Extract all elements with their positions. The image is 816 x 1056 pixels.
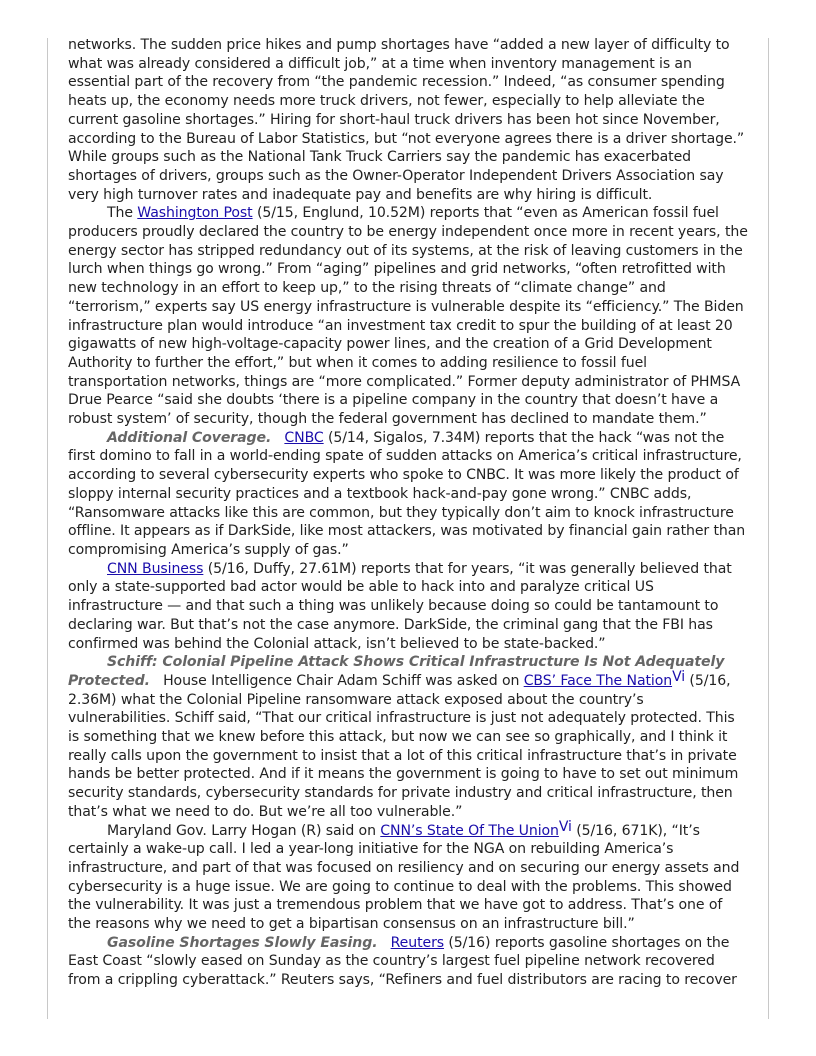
cnn-state-of-the-union-link[interactable]: CNN’s State Of The Union xyxy=(380,822,559,839)
video-indicator-icon[interactable]: Vi xyxy=(672,668,686,685)
video-indicator-icon[interactable]: Vi xyxy=(558,818,572,835)
paragraph-cnn-business xyxy=(68,560,748,654)
paragraph-text: (5/16) reports gasoline shortages on the East Coast “slowly eased on Sunday as the country’s largest fuel pipeline network recovered from a crippling cyberattack.” Reuters says, “Refiners and fuel distributors are racing to recover xyxy=(68,934,737,989)
paragraph-washington-post xyxy=(68,204,748,428)
washington-post-link[interactable]: Washington Post xyxy=(137,205,253,222)
paragraph-text: (5/16, Duffy, 27.61M) reports that for years, “it was generally believed that only a state-supported bad actor would be able to hack into and paralyze critical US infrastructure — and that such a thing was unlikely because doing so could be tantamount to declaring war. But that’s not the case anymore. DarkSide, the criminal gang that the FBI has confirmed was behind the Colonial attack, isn’t believed to be state-backed.” xyxy=(68,560,732,652)
section-heading-gasoline-shortages: Gasoline Shortages Slowly Easing. xyxy=(107,934,378,951)
paragraph-lead-text: House Intelligence Chair Adam Schiff was asked on xyxy=(163,672,524,689)
left-margin-rule xyxy=(47,38,48,1019)
reuters-link[interactable]: Reuters xyxy=(390,934,445,951)
right-margin-rule xyxy=(768,38,769,1019)
paragraph-text: networks. The sudden price hikes and pump shortages have “added a new layer of difficulty to what was already considered a difficult job,” at a time when inventory management is an essential part of the recovery from “the pandemic recession.” Indeed, “as consumer spending heats up, the economy needs more truck drivers, not fewer, especially to help alleviate the current gasoline shortages.” Hiring for short-haul truck drivers has been hot since November, according to the Bureau of Labor Statistics, but “not everyone agrees there is a driver shortage.” While groups such as the National Tank Truck Carriers say the pandemic has exacerbated shortages of drivers, groups such as the Owner-Operator Independent Drivers Association say very high turnover rates and inadequate pay and benefits are why hiring is difficult. xyxy=(68,37,745,203)
cnbc-link[interactable]: CNBC xyxy=(284,429,324,446)
paragraph-lead-text: Maryland Gov. Larry Hogan (R) said on xyxy=(107,822,381,839)
section-heading-schiff: Schiff: Colonial Pipeline Attack Shows Critical Infrastructure Is Not Adequately Protected. xyxy=(68,654,725,689)
paragraph-text: (5/15, Englund, 10.52M) reports that “even as American fossil fuel producers proudly declared the country to be energy independent once more in recent years, the energy sector has stripped redundancy out of its systems, at the risk of leaving customers in the lurch when things go wrong.” From “aging” pipelines and grid networks, “often retrofitted with new technology in an effort to keep up,” to the rising threats of “climate change” and “terrorism,” experts say US energy infrastructure is vulnerable despite its “efficiency.” The Biden infrastructure plan would introduce “an investment tax credit to spur the building of at least 20 gigawatts of new high-voltage-capacity power lines, and the creation of a Grid Development Authority to further the effort,” but when it comes to adding resilience to fossil fuel transportation networks, things are “more complicated.” Former deputy administrator of PHMSA Drue Pearce “said she doubts ‘there is a pipeline company in the country that doesn’t have a robust system’ of security, though the federal government has declined to mandate them.” xyxy=(68,205,748,428)
paragraph-lead-text: The xyxy=(107,205,138,222)
paragraph-truck-drivers xyxy=(68,36,748,204)
cnn-business-link[interactable]: CNN Business xyxy=(107,560,204,577)
paragraph-hogan xyxy=(68,818,748,934)
paragraph-text: (5/14, Sigalos, 7.34M) reports that the hack “was not the first domino to fall in a world-ending spate of sudden attacks on America’s critical infrastructure, according to several cybersecurity experts who spoke to CNBC. It was more likely the product of sloppy internal security practices and a textbook hack-and-pay gone wrong.” CNBC adds, “Ransomware attacks like this are common, but they typically don’t aim to knock infrastructure offline. It appears as if DarkSide, like most attackers, was motivated by financial gain rather than compromising America’s supply of gas.” xyxy=(68,429,746,558)
document-body xyxy=(68,36,748,990)
paragraph-text: (5/16, 2.36M) what the Colonial Pipeline ransomware attack exposed about the country’s vulnerabilities. Schiff said, “That our critical infrastructure is just not adequately protected. This is something that we knew before this attack, but now we can see so graphically, and I think it really calls upon the government to insist that a lot of this critical infrastructure that’s in private hands be better protected. And if it means the government is going to have to set out minimum security standards, cybersecurity standards for private industry and critical infrastructure, then that’s what we need to do. But we’re all too vulnerable.” xyxy=(68,672,739,820)
section-heading-additional-coverage: Additional Coverage. xyxy=(107,429,272,446)
cbs-face-the-nation-link[interactable]: CBS’ Face The Nation xyxy=(523,672,673,689)
paragraph-text: (5/16, 671K), “It’s certainly a wake-up call. I led a year-long initiative for the NGA on rebuilding America’s infrastructure, and part of that was focused on resiliency and on securing our energy assets and cybersecurity is a huge issue. We are going to continue to deal with the problems. This showed the vulnerability. It was just a tremendous problem that we have got to address. That’s one of the reasons why we need to get a bipartisan consensus on an infrastructure bill.” xyxy=(68,822,740,933)
paragraph-gasoline-shortages xyxy=(68,934,748,990)
paragraph-schiff xyxy=(68,653,748,821)
paragraph-additional-coverage xyxy=(68,429,748,560)
